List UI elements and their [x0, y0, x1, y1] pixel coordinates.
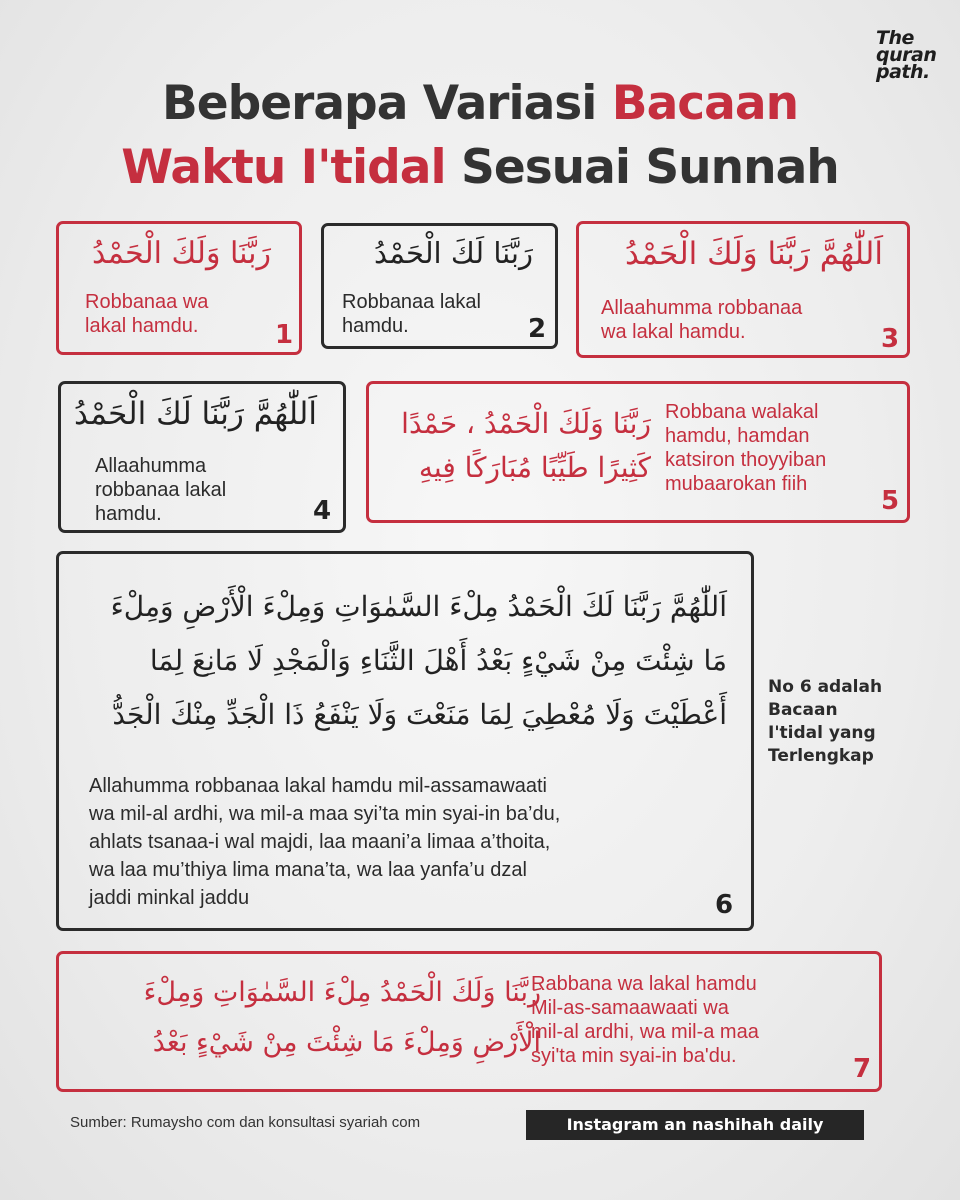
card-6-latin-line: wa mil-al ardhi, wa mil-a maa syi’ta min syai-in ba’du, — [89, 803, 561, 825]
card-7-number: 7 — [853, 1054, 872, 1084]
card-7-arabic-line: الْأَرْضِ وَمِلْءَ مَا شِئْتَ مِنْ شَيْءٍ بَعْدُ — [152, 1027, 541, 1058]
card-6-arabic-line: اَللّٰهُمَّ رَبَّنَا لَكَ الْحَمْدُ مِلْءَ السَّمٰوَاتِ وَمِلْءَ الْأَرْضِ وَمِلْءَ — [110, 590, 727, 623]
card-5-arabic — [401, 402, 651, 490]
card-7-arabic — [144, 968, 541, 1068]
side-note-line: No 6 adalah — [768, 677, 883, 697]
card-6-latin — [89, 772, 560, 912]
card-7-latin-line: mil-al ardhi, wa mil-a maa — [531, 1021, 759, 1043]
card-5-latin-line: katsiron thoyyiban — [665, 449, 827, 471]
card-3-number: 3 — [881, 324, 900, 354]
card-3-latin — [601, 296, 802, 344]
card-4-latin-line: robbanaa lakal — [95, 479, 227, 501]
card-1 — [56, 221, 302, 355]
card-3 — [576, 221, 910, 358]
card-2-latin — [342, 290, 481, 338]
card-4 — [58, 381, 346, 533]
card-5-latin-line: hamdu, hamdan — [665, 425, 810, 447]
card-7 — [56, 951, 882, 1092]
card-6-arabic-line: أَعْطَيْتَ وَلَا مُعْطِيَ لِمَا مَنَعْتَ وَلَا يَنْفَعُ ذَا الْجَدِّ مِنْكَ الْجَدُّ — [112, 698, 727, 731]
card-3-latin-line: wa lakal hamdu. — [601, 321, 746, 343]
card-4-latin — [95, 454, 226, 526]
card-3-latin-line: Allaahumma robbanaa — [601, 297, 803, 319]
card-2-arabic: رَبَّنَا لَكَ الْحَمْدُ — [374, 236, 533, 270]
card-6-number: 6 — [715, 890, 734, 920]
card-6-latin-line: ahlats tsanaa-i wal majdi, laa maani’a limaa a’thoita, — [89, 831, 551, 853]
side-note-line: Bacaan — [768, 700, 838, 720]
card-4-latin-line: Allaahumma — [95, 455, 207, 477]
title-red-2: Waktu I'tidal — [121, 140, 446, 195]
instagram-badge: Instagram an nashihah daily — [526, 1110, 864, 1140]
side-note-line: Terlengkap — [768, 746, 874, 766]
card-6-arabic-line: مَا شِئْتَ مِنْ شَيْءٍ بَعْدُ أَهْلَ الثَّنَاءِ وَالْمَجْدِ لَا مَانِعَ لِمَا — [149, 644, 727, 677]
brand-line-2: quran — [876, 44, 937, 66]
card-7-latin-line: syi'ta min syai-in ba'du. — [531, 1045, 737, 1067]
card-6-latin-line: wa laa mu’thiya lima mana’ta, wa laa yanfa’u dzal — [89, 859, 527, 881]
card-2-latin-line: hamdu. — [342, 315, 409, 337]
card-1-latin — [85, 290, 208, 338]
card-5-latin-line: Robbana walakal — [665, 401, 819, 423]
card-5-latin — [665, 400, 826, 496]
title-dark-1: Beberapa Variasi — [161, 76, 597, 131]
card-4-number: 4 — [313, 496, 332, 526]
card-3-arabic: اَللّٰهُمَّ رَبَّنَا وَلَكَ الْحَمْدُ — [624, 236, 883, 272]
page-title-line-2 — [0, 140, 960, 195]
card-6-latin-line: jaddi minkal jaddu — [89, 887, 250, 909]
brand-line-1: The — [876, 27, 914, 49]
card-1-number: 1 — [275, 320, 294, 350]
title-red-1: Bacaan — [611, 76, 799, 131]
card-5-arabic-line: رَبَّنَا وَلَكَ الْحَمْدُ ، حَمْدًا — [401, 407, 651, 440]
card-1-latin-line: lakal hamdu. — [85, 315, 199, 337]
card-5-latin-line: mubaarokan fiih — [665, 473, 808, 495]
card-6-latin-line: Allahumma robbanaa lakal hamdu mil-assamawaati — [89, 775, 547, 797]
card-6 — [56, 551, 754, 931]
side-note-line: I'tidal yang — [768, 723, 876, 743]
page-title-line-1 — [0, 76, 960, 131]
card-2-latin-line: Robbanaa lakal — [342, 291, 481, 313]
card-7-latin — [531, 972, 759, 1068]
card-7-latin-line: Rabbana wa lakal hamdu — [531, 973, 757, 995]
card-5-arabic-line: كَثِيرًا طَيِّبًا مُبَارَكًا فِيهِ — [418, 451, 651, 484]
source-credit: Sumber: Rumaysho com dan konsultasi syariah com — [70, 1114, 421, 1131]
card-5 — [366, 381, 910, 523]
side-note — [768, 676, 928, 768]
card-5-number: 5 — [881, 486, 900, 516]
card-2 — [321, 223, 558, 349]
card-4-latin-line: hamdu. — [95, 503, 162, 525]
card-1-arabic: رَبَّنَا وَلَكَ الْحَمْدُ — [92, 236, 271, 271]
card-7-arabic-line: رَبَّنَا وَلَكَ الْحَمْدُ مِلْءَ السَّمٰوَاتِ وَمِلْءَ — [143, 977, 541, 1008]
card-7-latin-line: Mil-as-samaawaati wa — [531, 997, 729, 1019]
title-dark-2: Sesuai Sunnah — [460, 140, 839, 195]
brand-line-3: path. — [876, 61, 930, 83]
card-6-arabic — [111, 580, 727, 742]
card-2-number: 2 — [528, 314, 547, 344]
card-4-arabic: اَللّٰهُمَّ رَبَّنَا لَكَ الْحَمْدُ — [73, 396, 317, 432]
brand-logo — [876, 27, 937, 83]
card-1-latin-line: Robbanaa wa — [85, 291, 209, 313]
